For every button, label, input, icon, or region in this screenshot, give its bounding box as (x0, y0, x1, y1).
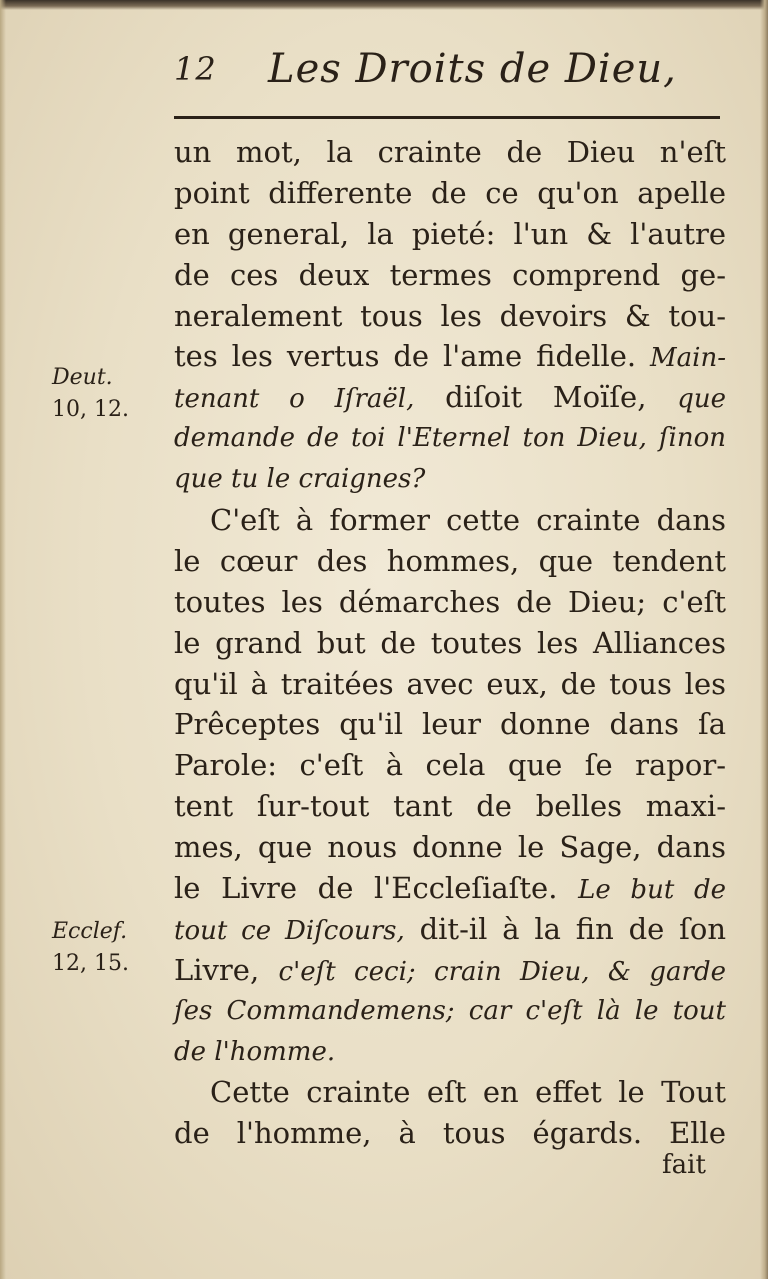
text-line: tent ſur-tout tant de belles maxi- (174, 789, 726, 824)
page-left-edge (0, 0, 6, 1279)
text-line (174, 377, 726, 418)
text-line: mes, que nous donne le Sage, dans (174, 830, 726, 865)
text-line: Prêceptes qu'il leur donne dans ſa (174, 707, 726, 742)
margin-note-verse: 12, 15. (52, 951, 129, 976)
text-line: en general, la pieté: l'un & l'autre (174, 216, 726, 251)
text-line: le cœur des hommes, que tendent (174, 543, 726, 578)
margin-note-book: Deut. (52, 365, 113, 390)
text-line: toutes les démarches de Dieu; c'eſt (174, 584, 726, 619)
margin-note-ecclesiastes (52, 916, 129, 980)
body-text (174, 132, 734, 1154)
page-number: 12 (174, 50, 217, 88)
catchword: fait (662, 1150, 706, 1180)
text-line: de l'homme, à tous égards. Elle (174, 1116, 726, 1151)
text-roman: tes les vertus de l'ame fidelle. (174, 339, 637, 374)
text-line: le grand but de toutes les Alliances (174, 625, 726, 660)
text-roman: Livre, (174, 952, 260, 987)
text-line (174, 868, 726, 909)
text-line (174, 950, 726, 991)
page-top-edge (0, 0, 768, 10)
margin-note-book: Ecclef. (52, 919, 128, 944)
text-italic: Le but de (578, 875, 726, 906)
text-line: qu'il à traitées avec eux, de tous les (174, 666, 726, 701)
running-head (174, 44, 734, 94)
text-italic: tout ce Diſcours, (174, 915, 405, 946)
text-line: neralement tous les devoirs & tou- (174, 298, 726, 333)
text-italic: c'eſt ceci; crain Dieu, & garde (278, 956, 727, 987)
text-line: de ces deux termes comprend ge- (174, 257, 726, 292)
text-line: que tu le craignes? (174, 464, 426, 495)
text-line (174, 909, 726, 950)
text-line: demande de toi l'Eternel ton Dieu, ſinon (174, 423, 726, 454)
text-line: de l'homme. (174, 1036, 336, 1067)
text-roman: dit-il à la fin de ſon (419, 911, 727, 946)
text-line: point differente de ce qu'on apelle (174, 175, 726, 210)
text-italic: tenant o Iſraël, (174, 384, 415, 415)
text-italic: que (677, 384, 726, 415)
text-roman: le Livre de l'Eccleſiaſte. (174, 871, 558, 906)
margin-note-verse: 10, 12. (52, 397, 129, 422)
text-line: Parole: c'eſt à cela que ſe rapor- (174, 748, 726, 783)
text-roman: diſoit Moïſe, (445, 380, 647, 415)
text-line (174, 336, 726, 377)
text-line: Cette crainte eſt en effet le Tout (210, 1075, 726, 1110)
running-title: Les Droits de Dieu, (268, 46, 677, 92)
text-line: C'eſt à former cette crainte dans (210, 503, 726, 538)
page-right-edge (760, 0, 768, 1279)
text-line: ſes Commandemens; car c'eſt là le tout (174, 995, 726, 1026)
text-italic: Main- (650, 343, 727, 374)
text-line: un mot, la crainte de Dieu n'eſt (174, 135, 726, 169)
header-rule (174, 116, 720, 119)
margin-note-deuteronomy (52, 362, 129, 426)
